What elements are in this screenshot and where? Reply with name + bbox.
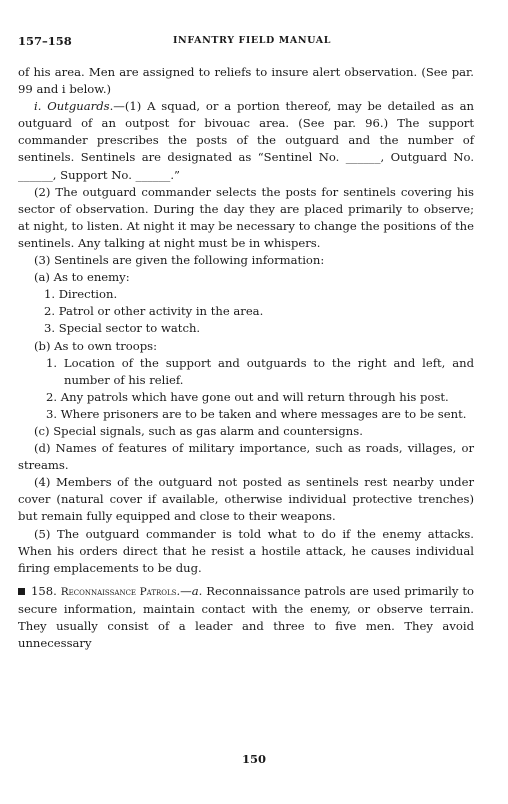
section-text: Reconnaissance patrols are used primarily to secure information, maintain contact with the enemy, or observe terrain. They usually consist of a leader and three to five men. They avoid unnecessary — [18, 583, 474, 651]
section-number: 158. — [31, 583, 57, 598]
list-item-a2: 2. Patrol or other activity in the area. — [44, 304, 264, 319]
section-subletter: .—a. — [176, 583, 203, 598]
list-item-a3: 3. Special sector to watch. — [44, 321, 201, 336]
list-item-a1: 1. Direction. — [44, 287, 118, 302]
paragraph-range: 157–158 — [18, 34, 72, 48]
list-item-b: (b) As to own troops: — [34, 338, 157, 353]
subparagraph-outguards — [18, 98, 474, 183]
running-title: INFANTRY FIELD MANUAL — [173, 35, 331, 46]
section-bullet-icon — [18, 588, 25, 595]
paragraph-2: (2) The outguard commander selects the posts for sentinels covering his sector of observation. During the day they are placed primarily to observe; at night, to listen. At night it may be necessary to change the positions of the sentinels. Any talking at night must be in whispers. — [18, 184, 474, 250]
page-body — [18, 64, 474, 652]
list-item-a: (a) As to enemy: — [34, 270, 130, 285]
list-item-d: (d) Names of features of military importance, such as roads, villages, or streams. — [18, 441, 474, 473]
paragraph-5: (5) The outguard commander is told what to do if the enemy attacks. When his orders direct that he resist a hostile attack, he causes individual firing emplacements to be dug. — [18, 526, 474, 575]
subparagraph-text: .—(1) A squad, or a portion thereof, may be detailed as an outguard of an outpost for bivouac area. (See par. 96.) The support commander prescribes the posts of the outguard and the number of sentinels. Sentinels are designated as “Sentinel No. ______, Outguard No. ______, Support No. ______.” — [18, 99, 474, 182]
subparagraph-letter: i. — [34, 99, 42, 114]
page-header — [18, 34, 478, 50]
subparagraph-title: Outguards — [47, 99, 110, 114]
list-item-b2: 2. Any patrols which have gone out and will return through his post. — [46, 389, 449, 404]
section-title: Reconnaissance Patrols — [60, 585, 177, 598]
list-item-c: (c) Special signals, such as gas alarm and countersigns. — [34, 423, 363, 438]
page-number: 150 — [241, 752, 266, 766]
list-item-b3: 3. Where prisoners are to be taken and where messages are to be sent. — [46, 406, 467, 421]
section-158 — [18, 583, 474, 652]
list-item-b1: 1. Location of the support and outguards to the right and left, and number of his relief. — [46, 355, 474, 387]
paragraph-continuation: of his area. Men are assigned to reliefs to insure alert observation. (See par. 99 and i below.) — [18, 65, 474, 97]
paragraph-4: (4) Members of the outguard not posted as sentinels rest nearby under cover (natural cover if available, otherwise individual protective trenches) but remain fully equipped and close to their weapons. — [18, 475, 474, 524]
paragraph-3: (3) Sentinels are given the following information: — [34, 253, 325, 268]
